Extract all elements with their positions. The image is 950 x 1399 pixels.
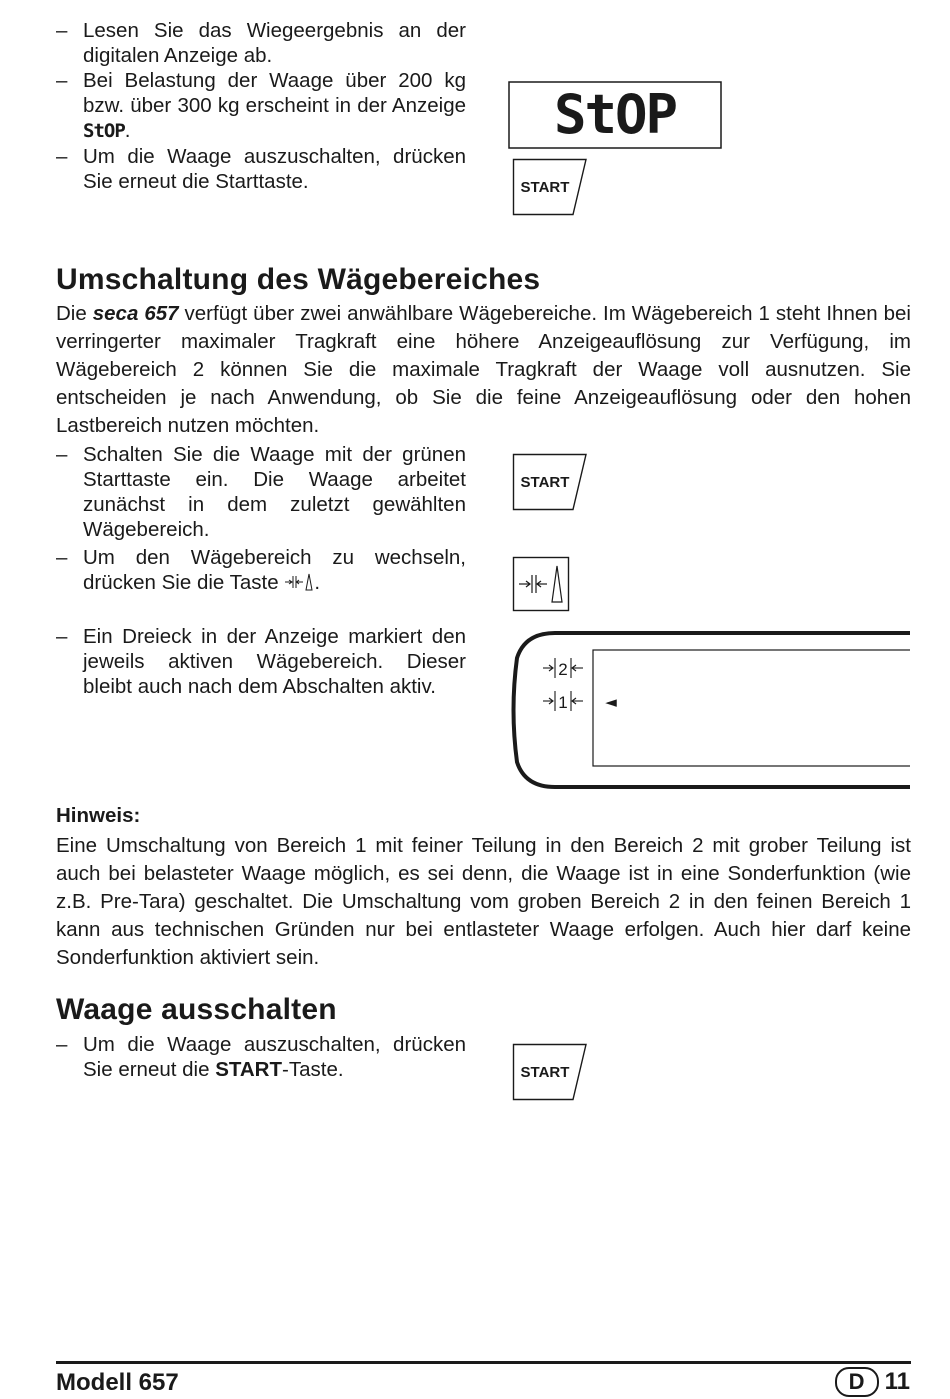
- list-dash: –: [56, 625, 68, 648]
- section-heading-range-switch: Umschaltung des Wägebereiches: [56, 263, 541, 296]
- list-dash: –: [56, 443, 68, 466]
- period: .: [314, 571, 321, 594]
- list-item-text: Bei Belastung der Waage über 200 kg bzw. über 300 kg erscheint in der Anzeige: [83, 69, 466, 117]
- period: .: [124, 119, 131, 142]
- list-dash: –: [56, 1033, 68, 1056]
- start-key-illustration: [512, 453, 588, 511]
- list-dash: –: [56, 19, 68, 42]
- range-1-indicator: [543, 691, 583, 712]
- list-item: [56, 18, 466, 68]
- display-screen: [593, 650, 910, 766]
- list-item: [56, 545, 466, 595]
- note-title: Hinweis:: [56, 804, 141, 827]
- start-key-illustration: [512, 1043, 588, 1101]
- start-key-illustration: [512, 158, 588, 216]
- switch-off-instruction-list: [56, 1032, 466, 1082]
- list-item-text: Um die Waage auszuschalten, drücken Sie erneut die: [83, 1033, 466, 1081]
- start-key-label: START: [520, 179, 570, 196]
- list-item-text: Um die Waage auszuschalten, drücken Sie erneut die Starttaste.: [83, 145, 466, 193]
- range-switch-key-illustration: [512, 556, 572, 612]
- brand-name: seca 657: [92, 302, 179, 325]
- list-item-text: Lesen Sie das Wiegeergebnis an der digitalen Anzeige ab.: [83, 19, 466, 67]
- start-word: START: [215, 1058, 283, 1081]
- top-instruction-list: [56, 18, 466, 194]
- language-badge: D: [835, 1367, 879, 1397]
- range-display-illustration: [505, 628, 910, 792]
- page-number: 11: [884, 1368, 910, 1395]
- active-range-triangle: ◄: [605, 693, 617, 711]
- footer-model: Modell 657: [56, 1369, 179, 1396]
- list-item-text-end: -Taste.: [282, 1058, 344, 1081]
- list-item-text: Um den Wägebereich zu wechseln, drücken Sie die Taste: [83, 546, 466, 594]
- intro-post: verfügt über zwei anwählbare Wägebereiche. Im Wägebereich 1 steht Ihnen bei verringerter maximaler Tragkraft eine höhere Anzeigeauflösung zur Verfügung, im Wägebereich 2 können Sie die maximale Tragkraft der Waage voll ausnutzen. Sie entscheiden je nach Anwendung, ob Sie die feine Anzeigeauflösung oder den hohen Lastbereich nutzen möchten.: [56, 302, 911, 437]
- list-item: [56, 68, 466, 144]
- list-item: [56, 442, 466, 542]
- footer-page-info: [835, 1367, 910, 1397]
- range-2-indicator: [543, 658, 583, 679]
- range-2-label: 2: [558, 660, 568, 679]
- stop-display-illustration: [508, 81, 722, 149]
- stop-display-text: StOP: [553, 83, 677, 146]
- footer-rule: [56, 1361, 911, 1364]
- list-item: [56, 1032, 466, 1082]
- section-heading-switch-off: Waage ausschalten: [56, 993, 337, 1026]
- list-dash: –: [56, 546, 68, 569]
- section-intro-paragraph: [56, 300, 911, 440]
- list-item: [56, 624, 466, 699]
- list-dash: –: [56, 69, 68, 92]
- range-instruction-list: [56, 442, 466, 699]
- range-switch-inline-icon: [284, 572, 314, 592]
- list-item: [56, 144, 466, 194]
- list-item-text: Schalten Sie die Waage mit der grünen Starttaste ein. Die Waage arbeitet zunächst in dem zuletzt gewählten Wägebereich.: [83, 443, 466, 541]
- start-key-label: START: [520, 1064, 570, 1081]
- range-1-label: 1: [558, 693, 568, 712]
- stop-inline-code: StOP: [83, 120, 125, 142]
- start-key-label: START: [520, 474, 570, 491]
- note-paragraph: Eine Umschaltung von Bereich 1 mit feiner Teilung in den Bereich 2 mit grober Teilung ist auch bei belasteter Waage möglich, es sei denn, die Waage ist in eine Sonderfunktion (wie z.B. Pre-Tara) geschaltet. Die Umschaltung vom groben Bereich 2 in den feinen Bereich 1 kann aus technischen Gründen nur bei entlasteter Waage erfolgen. Auch hier darf keine Sonderfunktion aktiviert sein.: [56, 834, 911, 969]
- list-item-text: Ein Dreieck in der Anzeige markiert den jeweils aktiven Wägebereich. Dieser bleibt auch nach dem Abschalten aktiv.: [83, 625, 466, 698]
- intro-pre: Die: [56, 302, 93, 325]
- list-dash: –: [56, 145, 68, 168]
